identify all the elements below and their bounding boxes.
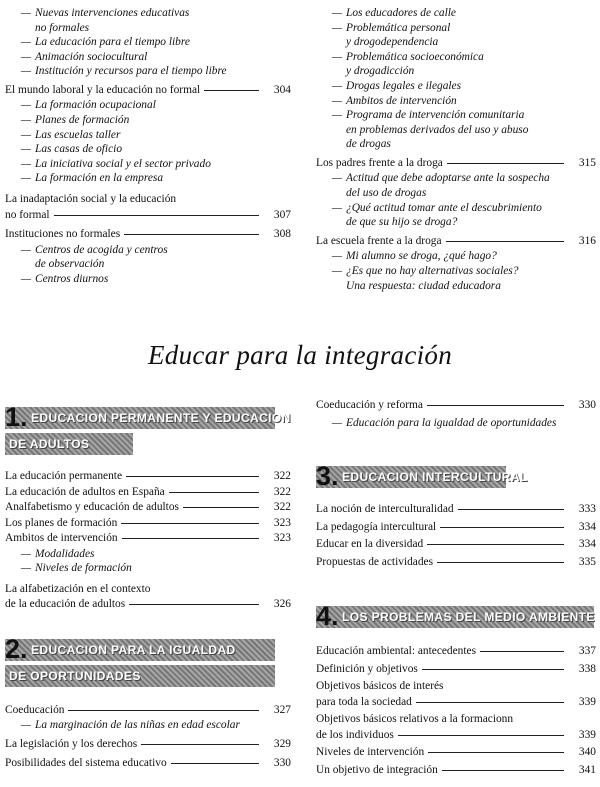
page-number: 323 — [273, 532, 291, 544]
toc-subentry: — Mi alumno se droga, ¿qué hago? — [331, 250, 497, 263]
page-number: 330 — [578, 399, 596, 411]
toc-sub-list — [5, 98, 291, 186]
leader-line — [428, 752, 564, 753]
toc-subentry: — La formación ocupacional — [20, 99, 156, 112]
chapter-banner-3 — [316, 461, 596, 492]
toc-bottom-right — [316, 398, 596, 778]
toc-top-right — [316, 6, 596, 293]
leader-line — [204, 90, 259, 91]
toc-sub-list — [316, 6, 596, 152]
page-number: 308 — [273, 228, 291, 241]
toc-entry: La pedagogía intercultural 334 — [316, 520, 596, 536]
leader-line — [427, 405, 564, 406]
page-number: 322 — [273, 485, 291, 498]
toc-entry: Instituciones no formales 308 — [5, 227, 291, 243]
toc-entry: La noción de interculturalidad 333 — [316, 502, 596, 518]
toc-subentry: — La marginación de las niñas en edad escolar — [20, 719, 240, 732]
page-number: 329 — [273, 737, 291, 750]
leader-line — [121, 523, 259, 524]
page-number: 322 — [273, 470, 291, 482]
leader-line — [427, 544, 564, 545]
chapter-heading: EDUCACION INTERCULTURAL — [316, 466, 506, 488]
chapter-banner-2 — [5, 635, 291, 687]
toc-entry: de los individuos 339 — [316, 728, 596, 744]
toc-subentry-cont: de observación — [35, 258, 105, 271]
toc-subentry: — La educación para el tiempo libre — [20, 36, 190, 49]
leader-line — [398, 735, 564, 736]
toc-entry: La escuela frente a la droga 316 — [316, 234, 596, 250]
toc-entry: La educación de adultos en España 322 — [5, 485, 291, 501]
page-number: 339 — [578, 695, 596, 708]
leader-line — [416, 702, 564, 703]
toc-entry: para toda la sociedad 339 — [316, 695, 596, 711]
page-number: 337 — [578, 645, 596, 658]
toc-subentry-cont: y drogodependencia — [346, 36, 439, 49]
toc-entry: Definición y objetivos 338 — [316, 662, 596, 678]
leader-line — [124, 234, 259, 235]
page-number: 316 — [578, 234, 596, 247]
toc-subentry: — Programa de intervención comunitaria — [331, 109, 525, 122]
toc-entry: Coeducación 327 — [5, 703, 291, 719]
toc-entry-list — [5, 703, 291, 772]
page-number: 335 — [578, 555, 596, 568]
toc-entry: La legislación y los derechos 329 — [5, 737, 291, 753]
leader-line — [54, 215, 259, 216]
toc-subentry: — Animación sociocultural — [20, 50, 148, 63]
page-number: 340 — [578, 746, 596, 759]
toc-entry-line1: Objetivos básicos de interés — [316, 680, 444, 693]
toc-subentry-cont: y drogadicción — [346, 65, 415, 78]
toc-subentry-cont: en problemas derivados del uso y abuso — [346, 123, 529, 136]
toc-subentry-cont: del uso de drogas — [346, 187, 427, 200]
toc-subentry-cont: de drogas — [346, 138, 391, 151]
toc-entry: Propuestas de actividades 335 — [316, 555, 596, 571]
leader-line — [447, 163, 564, 164]
toc-entry: Los planes de formación 323 — [5, 516, 291, 532]
leader-line — [183, 507, 259, 508]
toc-subentry: — La iniciativa social y el sector privado — [20, 157, 211, 170]
chapter-number: 1. — [5, 402, 28, 432]
toc-subentry: — Nuevas intervenciones educativas — [20, 7, 190, 19]
chapter-heading-cont: DE ADULTOS — [5, 433, 133, 455]
toc-entry: Coeducación y reforma 330 — [316, 398, 596, 414]
page-number: 315 — [578, 156, 596, 169]
section-title: Educar para la integración — [147, 340, 453, 370]
toc-top-left — [5, 6, 291, 286]
toc-subentry: — Drogas legales e ilegales — [331, 79, 462, 92]
toc-subentry: — Problemática personal — [331, 21, 451, 34]
toc-subentry: — La formación en la empresa — [20, 172, 164, 185]
leader-line — [122, 538, 259, 539]
page-number: 339 — [578, 728, 596, 741]
page-number: 327 — [273, 703, 291, 716]
toc-entry-list — [5, 469, 291, 613]
toc-entry: Educar en la diversidad 334 — [316, 537, 596, 553]
toc-subentry: — Niveles de formación — [20, 562, 132, 575]
leader-line — [126, 476, 259, 477]
chapter-number: 3. — [316, 461, 339, 492]
chapter-heading-cont: DE OPORTUNIDADES — [5, 665, 275, 687]
page-number: 326 — [273, 598, 291, 611]
page-number: 304 — [273, 83, 291, 96]
toc-subentry-cont: de que su hijo se droga? — [346, 216, 458, 229]
page-number: 333 — [578, 503, 596, 516]
leader-line — [458, 509, 564, 510]
toc-sub-list — [5, 243, 291, 287]
toc-subentry-cont: Una respuesta: ciudad educadora — [346, 279, 501, 292]
page-number: 330 — [273, 757, 291, 770]
toc-subentry: — Centros de acogida y centros — [20, 243, 168, 256]
toc-entry: Los padres frente a la droga 315 — [316, 156, 596, 172]
page-number: 323 — [273, 516, 291, 529]
page-number: 334 — [578, 520, 596, 533]
toc-entry: La educación permanente 322 — [5, 469, 291, 485]
leader-line — [169, 492, 259, 493]
toc-subentry: — Las casas de oficio — [20, 143, 123, 156]
toc-subentry: — Las escuelas taller — [20, 128, 121, 141]
toc-entry: Educación ambiental: antecedentes 337 — [316, 644, 596, 660]
toc-subentry: — Los educadores de calle — [331, 7, 456, 19]
toc-sub-list — [316, 249, 596, 293]
toc-subentry: — Problemática socioeconómica — [331, 50, 484, 63]
toc-subentry-cont: no formales — [35, 21, 90, 34]
chapter-banner-4 — [316, 601, 596, 632]
toc-entry-list — [316, 644, 596, 778]
leader-line — [480, 651, 564, 652]
toc-entry-line1: La alfabetización en el contexto — [5, 582, 151, 595]
toc-subentry: — ¿Es que no hay alternativas sociales? — [331, 264, 519, 277]
toc-sub-list — [5, 6, 291, 79]
chapter-heading: LOS PROBLEMAS DEL MEDIO AMBIENTE — [316, 606, 594, 628]
page-number: 307 — [273, 208, 291, 221]
leader-line — [68, 710, 259, 711]
leader-line — [446, 241, 564, 242]
chapter-heading: EDUCACION PERMANENTE Y EDUCACION — [5, 407, 275, 429]
page-number: 322 — [273, 501, 291, 513]
leader-line — [440, 527, 564, 528]
toc-entry: Niveles de intervención 340 — [316, 745, 596, 761]
toc-entry-line1: La inadaptación social y la educación — [5, 193, 177, 206]
leader-line — [442, 770, 564, 771]
toc-subentry: — ¿Qué actitud tomar ante el descubrimiento — [331, 201, 542, 214]
toc-subentry: — Planes de formación — [20, 114, 130, 127]
toc-entry: Posibilidades del sistema educativo 330 — [5, 756, 291, 772]
leader-line — [437, 562, 564, 563]
toc-entry: Analfabetismo y educación de adultos 322 — [5, 500, 291, 516]
toc-entry: Un objetivo de integración 341 — [316, 763, 596, 779]
page-number: 334 — [578, 538, 596, 551]
chapter-banner-1 — [5, 403, 291, 455]
toc-subentry: — Centros diurnos — [20, 272, 109, 285]
toc-subentry: — Educación para la igualdad de oportunidades — [331, 416, 557, 429]
toc-sub-list — [316, 171, 596, 229]
chapter-number: 2. — [5, 633, 28, 664]
toc-entry: Ambitos de intervención 323 — [5, 531, 291, 547]
page-number: 338 — [578, 662, 596, 675]
toc-bottom-left — [5, 403, 291, 772]
leader-line — [171, 763, 259, 764]
toc-subentry: — Institución y recursos para el tiempo libre — [20, 65, 227, 78]
toc-entry: El mundo laboral y la educación no formal 304 — [5, 83, 291, 99]
toc-entry-line1: Objetivos básicos relativos a la formacionn — [316, 713, 514, 726]
toc-subentry: — Modalidades — [20, 547, 95, 560]
toc-subentry: — Ambitos de intervención — [331, 94, 457, 107]
chapter-heading: EDUCACION PARA LA IGUALDAD — [5, 639, 275, 661]
toc-subentry: — Actitud que debe adoptarse ante la sospecha — [331, 172, 550, 185]
toc-entry-list — [316, 502, 596, 570]
toc-entry: no formal 307 — [5, 208, 291, 224]
leader-line — [141, 744, 259, 745]
leader-line — [422, 669, 564, 670]
chapter-number: 4. — [316, 601, 339, 632]
toc-entry: de la educación de adultos 326 — [5, 597, 291, 613]
page-number: 341 — [578, 763, 596, 776]
leader-line — [129, 604, 259, 605]
